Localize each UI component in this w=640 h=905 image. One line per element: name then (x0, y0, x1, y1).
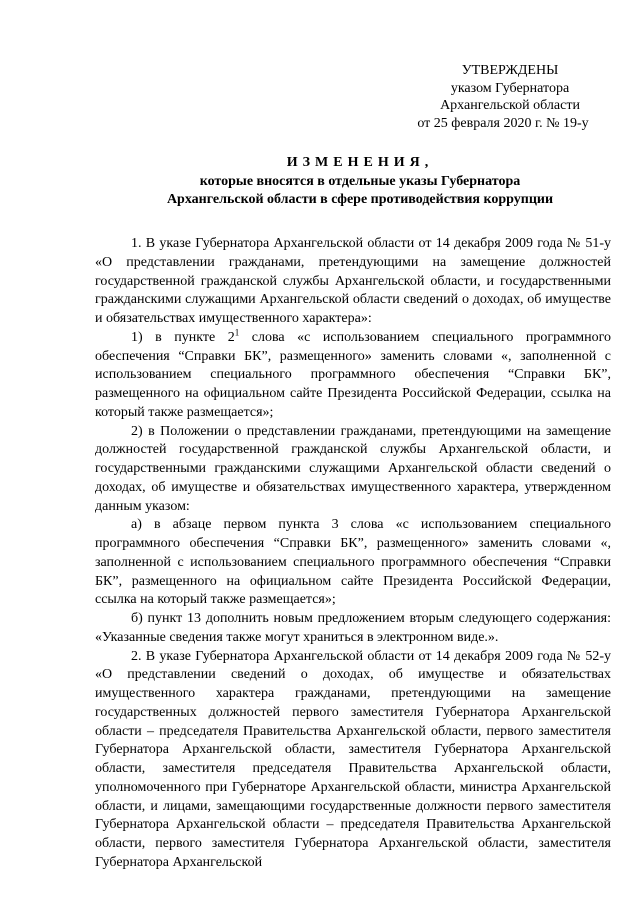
paragraph-subitem-1 (95, 329, 611, 423)
subitem-1-text-end: слова «с использованием специального программного обеспечения “Справки БК”, размещенного» заменить словами «, заполненной с использованием специального программного обеспечения “Справки БК”, размещенного на официальном сайте Президента Российской Федерации, ссылка на который также размещается»; (95, 329, 611, 420)
document-title (95, 154, 625, 209)
title-heading: ИЗМЕНЕНИЯ, (286, 155, 434, 170)
approval-stamp (395, 62, 625, 132)
document-body (95, 235, 611, 873)
paragraph-subitem-a: а) в абзаце первом пункта 3 слова «с использованием специального программного обеспечения “Справки БК”, размещенного» заменить словами «, заполненной с использованием специального программного обеспечения “Справки БК”, размещенного на официальном сайте Президента Российской Федерации, ссылка на который также размещается»; (95, 517, 611, 608)
paragraph-item-2: 2. В указе Губернатора Архангельской области от 14 декабря 2009 года № 52-у «О представлении сведений о доходах, об имуществе и обязательствах имущественного характера гражданами, претендующими на замещение государственных должностей первого заместителя Губернатора Архангельской области – председателя Правительства Архангельской области, первого заместителя Губернатора Архангельской области, заместителя Губернатора Архангельской области, заместителя председателя Правительства Архангельской области, уполномоченного при Губернаторе Архангельской области, министра Архангельской области, и лицами, замещающими государственные должности первого заместителя Губернатора Архангельской области – председателя Правительства Архангельской области, первого заместителя Губернатора Архангельской области, заместителя Губернатора Архангельской (95, 648, 611, 870)
approval-line-region: Архангельской области (440, 98, 580, 113)
superscript-mark: 1 (234, 327, 240, 338)
approval-line-decree: указом Губернатора (450, 80, 570, 96)
title-line-2: Архангельской области в сфере противодействия коррупции (166, 192, 554, 207)
paragraph-subitem-2: 2) в Положении о представлении гражданами, претендующими на замещение должностей государственной гражданской службы Архангельской области, и государственными гражданскими служащими Архангельской области сведений о доходах, об имуществе и обязательствах имущественного характера, утвержденном данным указом: (95, 423, 611, 514)
subitem-1-text-start: 1) в пункте 2 (131, 329, 235, 345)
approval-line-approved: УТВЕРЖДЕНЫ (461, 63, 559, 78)
paragraph-subitem-b: б) пункт 13 дополнить новым предложением вторым следующего содержания: «Указанные сведения также могут храниться в электронном виде.». (95, 611, 611, 645)
approval-line-date: от 25 февраля 2020 г. № 19-у (417, 115, 589, 131)
title-line-1: которые вносятся в отдельные указы Губернатора (199, 174, 521, 189)
paragraph-item-1: 1. В указе Губернатора Архангельской области от 14 декабря 2009 года № 51-у «О представлении гражданами, претендующими на замещение должностей государственной гражданской службы Архангельской области, и государственными гражданскими служащими Архангельской области сведений о доходах, об имуществе и обязательствах имущественного характера»: (95, 236, 611, 326)
